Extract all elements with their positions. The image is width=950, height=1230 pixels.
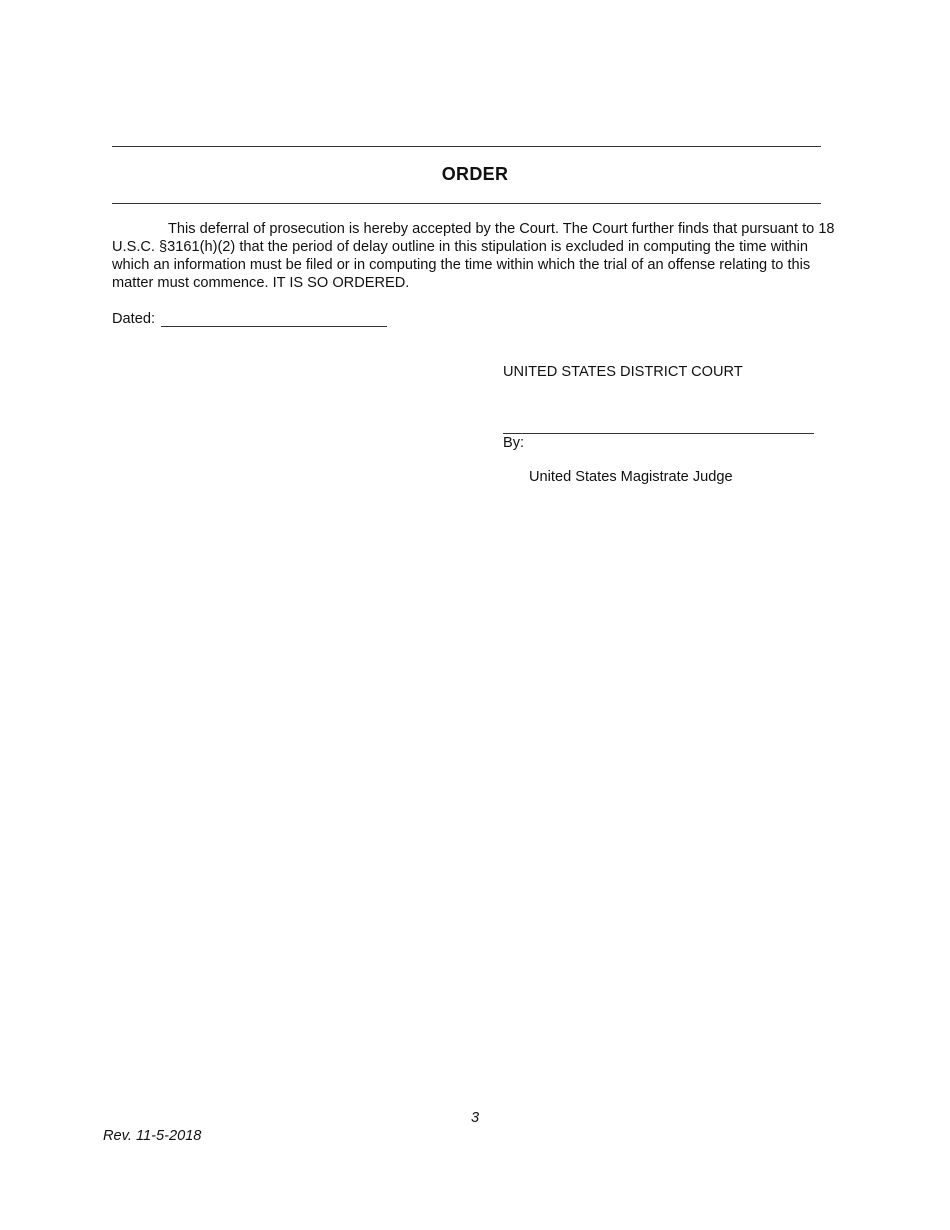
by-label: By: [503, 435, 525, 451]
dated-blank-line [161, 326, 387, 327]
signer-title: United States Magistrate Judge [529, 469, 733, 485]
signature-line [503, 433, 814, 434]
order-paragraph: This deferral of prosecution is hereby accepted by the Court. The Court further finds that pursuant to 18 U.S.C. §3161(h)(2) that the period of delay outline in this stipulation is excluded in computing the time within which an information must be filed or in computing the time within which the trial of an offense relating to this matter must commence. IT IS SO ORDERED. [112, 221, 835, 291]
court-name: UNITED STATES DISTRICT COURT [503, 364, 743, 380]
page-number: 3 [470, 1110, 480, 1126]
page-title: ORDER [441, 164, 509, 184]
dated-label: Dated: [112, 311, 155, 327]
title-divider [112, 203, 821, 204]
top-divider [112, 146, 821, 147]
revision-date: Rev. 11-5-2018 [103, 1128, 202, 1144]
